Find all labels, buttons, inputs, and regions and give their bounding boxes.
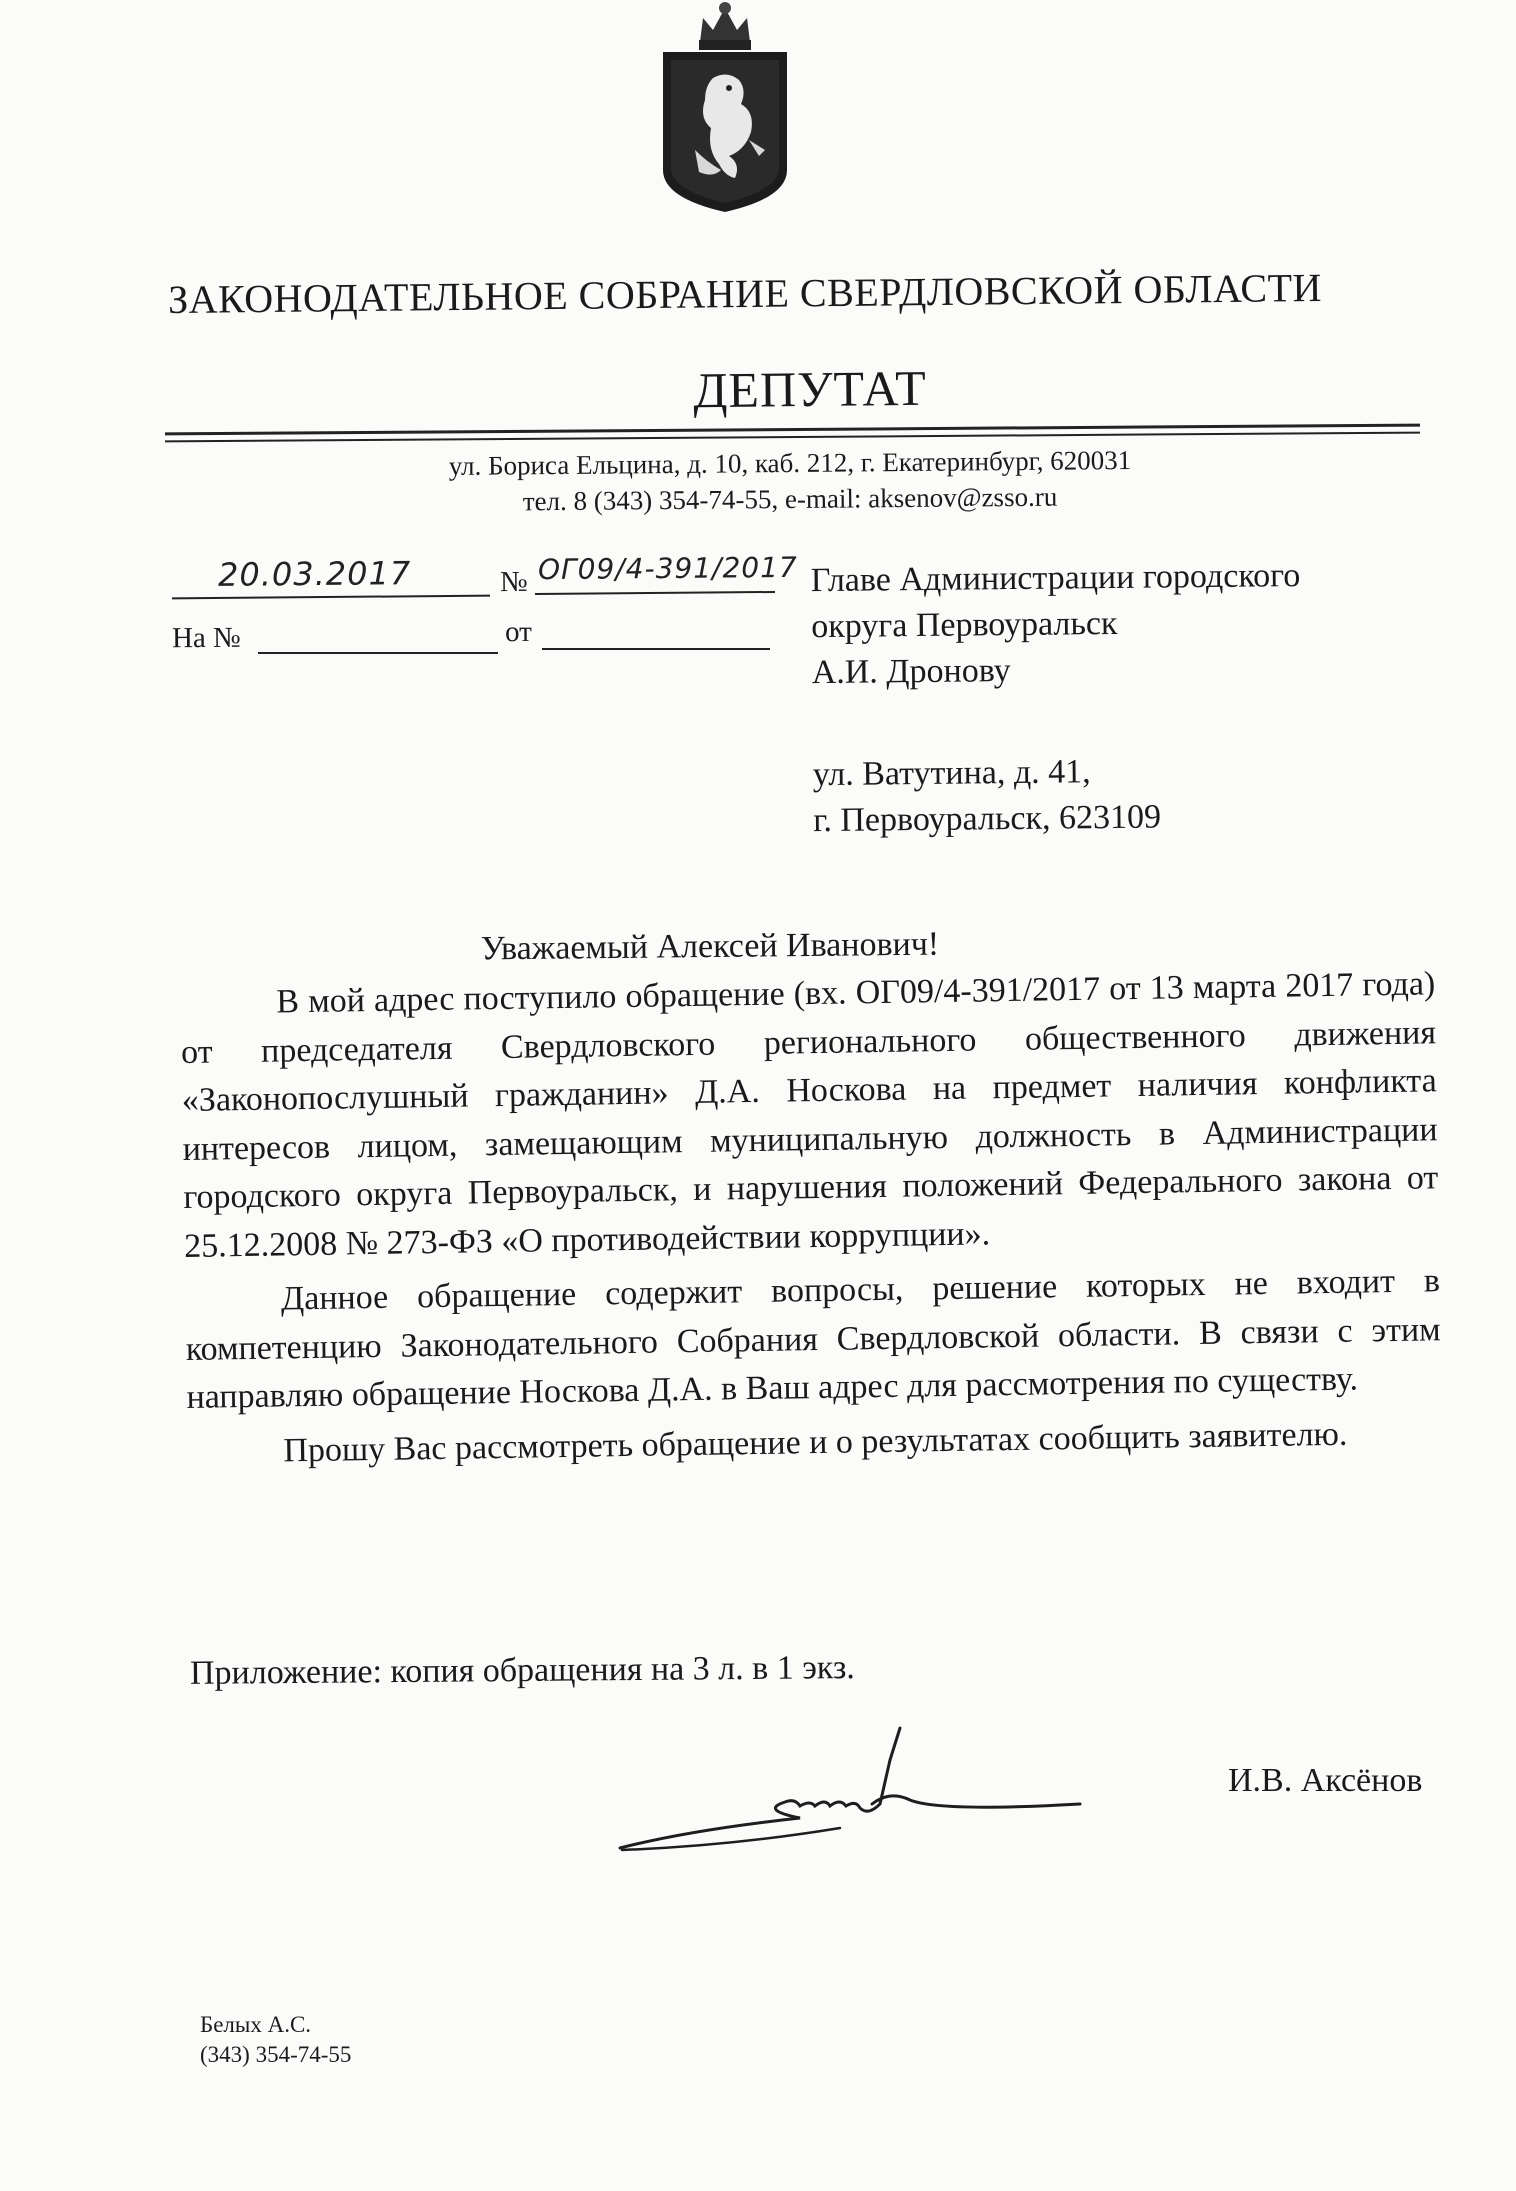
- signer-name: И.В. Аксёнов: [1228, 1762, 1423, 1799]
- addressee-line: округа Первоуральск: [811, 604, 1118, 646]
- number-underline: [535, 591, 775, 595]
- organization-name: ЗАКОНОДАТЕЛЬНОЕ СОБРАНИЕ СВЕРДЛОВСКОЙ ОБЛАСТИ: [167, 264, 1323, 323]
- reply-label: На №: [171, 621, 241, 655]
- attachment-note: Приложение: копия обращения на 3 л. в 1 экз.: [189, 1649, 855, 1692]
- sender-address: ул. Бориса Ельцина, д. 10, каб. 212, г. Екатеринбург, 620031: [448, 445, 1132, 481]
- reply-date-underline: [542, 648, 770, 650]
- number-label: №: [499, 565, 528, 599]
- registration-date: 20.03.2017: [217, 554, 412, 594]
- addressee-name: А.И. Дронову: [811, 652, 1011, 692]
- executor-block: [200, 2010, 351, 2070]
- addressee-street: ул. Ватутина, д. 41,: [812, 753, 1091, 794]
- executor-phone: (343) 354-74-55: [200, 2042, 352, 2067]
- body-paragraph: В мой адрес поступило обращение (вх. ОГ09/4-391/2017 от 13 марта 2017 года) от председателя Свердловского регионального общественного движения «Законопослушный гражданин» Д.А. Носкова на предмет наличия конфликта интересов лицом, замещающим муниципальную должность в Администрации городского округа Первоуральск, и нарушения положений Федерального закона от 25.12.2008 № 273-ФЗ «О противодействии коррупции».: [180, 965, 1439, 1265]
- addressee-line: Главе Администрации городского: [810, 557, 1301, 600]
- registration-number: ОГ09/4-391/2017: [537, 550, 798, 587]
- body-paragraph: Прошу Вас рассмотреть обращение и о результатах сообщить заявителю.: [283, 1415, 1348, 1469]
- letter-body: [180, 960, 1443, 1483]
- addressee-city: г. Первоуральск, 623109: [813, 798, 1162, 840]
- greeting: Уважаемый Алексей Иванович!: [480, 925, 940, 968]
- from-label: от: [504, 615, 532, 649]
- sender-contacts: тел. 8 (343) 354-74-55, e-mail: aksenov@zsso.ru: [522, 481, 1058, 517]
- position-title: ДЕПУТАТ: [692, 359, 928, 419]
- coat-of-arms-icon: [655, 0, 795, 220]
- body-paragraph: Данное обращение содержит вопросы, решение которых не входит в компетенцию Законодательного Собрания Свердловской области. В связи с этим направляю обращение Носкова Д.А. в Ваш адрес для рассмотрения по существу.: [185, 1262, 1441, 1416]
- reply-number-underline: [258, 652, 498, 654]
- handwritten-signature: [610, 1720, 1090, 1870]
- date-underline: [172, 595, 490, 600]
- addressee-block: [811, 552, 1414, 844]
- executor-name: Белых А.С.: [200, 2012, 312, 2037]
